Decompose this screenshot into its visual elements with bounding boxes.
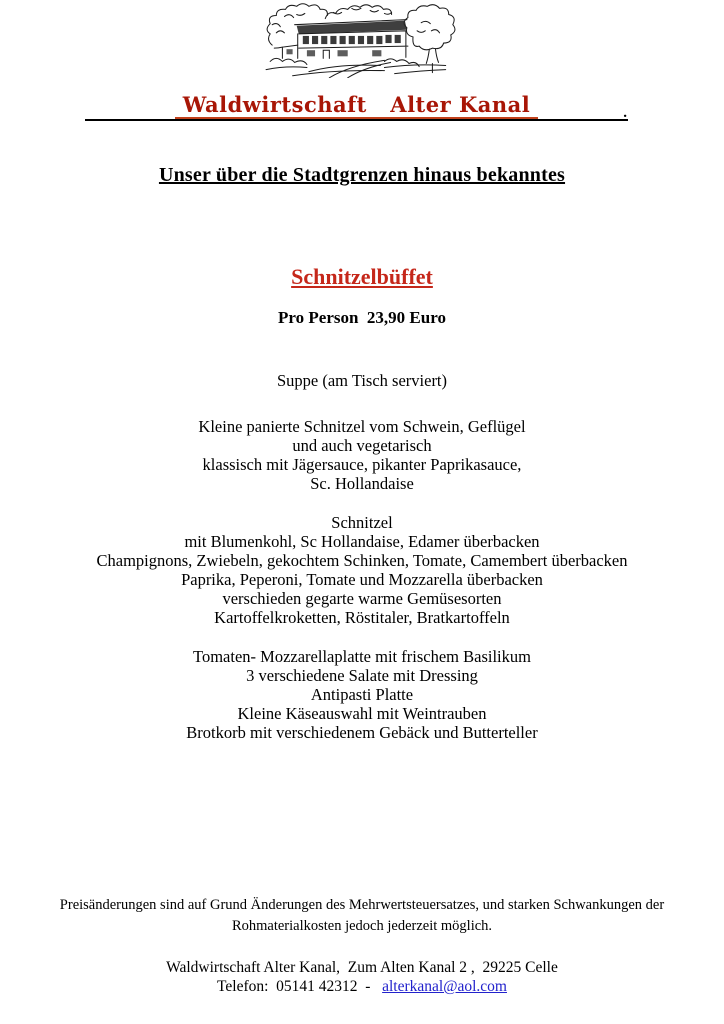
menu-line: Kleine panierte Schnitzel vom Schwein, Geflügel <box>198 417 526 436</box>
menu-section-gratins <box>0 513 724 627</box>
menu-line: 3 verschiedene Salate mit Dressing <box>246 666 478 685</box>
menu-line: klassisch mit Jägersauce, pikanter Paprikasauce, <box>202 455 522 474</box>
menu-line: Champignons, Zwiebeln, gekochtem Schinken, Tomate, Camembert überbacken <box>96 551 628 570</box>
menu-line: Brotkorb mit verschiedenem Gebäck und Butterteller <box>186 723 538 742</box>
menu-section-schnitzel <box>0 417 724 493</box>
page-title: Unser über die Stadtgrenzen hinaus bekanntes <box>158 164 566 186</box>
menu-heading: Schnitzelbüffet <box>291 264 433 289</box>
menu-line: Kleine Käseauswahl mit Weintrauben <box>237 704 487 723</box>
phone-number: Telefon: 05141 42312 - <box>217 978 383 995</box>
menu-line: verschieden gegarte warme Gemüsesorten <box>222 589 502 608</box>
notice-line: Preisänderungen sind auf Grund Änderungen des Mehrwertsteuersatzes, und starken Schwankungen der <box>59 897 665 913</box>
menu-line: Sc. Hollandaise <box>310 474 414 493</box>
menu-line: Tomaten- Mozzarellaplatte mit frischem Basilikum <box>193 647 531 666</box>
menu-line: Kartoffelkroketten, Röstitaler, Bratkartoffeln <box>214 608 510 627</box>
menu-line: mit Blumenkohl, Sc Hollandaise, Edamer überbacken <box>184 532 540 551</box>
address-line: Waldwirtschaft Alter Kanal, Zum Alten Kanal 2 , 29225 Celle <box>166 959 558 976</box>
menu-section-soup <box>0 371 724 390</box>
price-change-notice <box>0 895 724 937</box>
notice-line: Rohmaterialkosten jedoch jederzeit möglich. <box>231 918 493 934</box>
header-rule <box>85 93 628 121</box>
menu-line: Antipasti Platte <box>310 685 414 704</box>
menu-line: Paprika, Peperoni, Tomate und Mozzarella überbacken <box>181 570 543 589</box>
header-trailing-period: . <box>623 105 627 121</box>
phone-line <box>0 977 724 996</box>
menu-line: Suppe (am Tisch serviert) <box>276 371 448 390</box>
restaurant-name: Waldwirtschaft Alter Kanal <box>175 93 538 119</box>
menu-line: Schnitzel <box>331 513 393 532</box>
footer-address <box>0 958 724 996</box>
menu-body <box>0 371 724 762</box>
price-line: Pro Person 23,90 Euro <box>278 308 446 327</box>
menu-line: und auch vegetarisch <box>292 436 432 455</box>
email-link[interactable]: alterkanal@aol.com <box>382 978 507 995</box>
restaurant-building-sketch-icon <box>262 2 462 78</box>
menu-section-sides <box>0 647 724 742</box>
